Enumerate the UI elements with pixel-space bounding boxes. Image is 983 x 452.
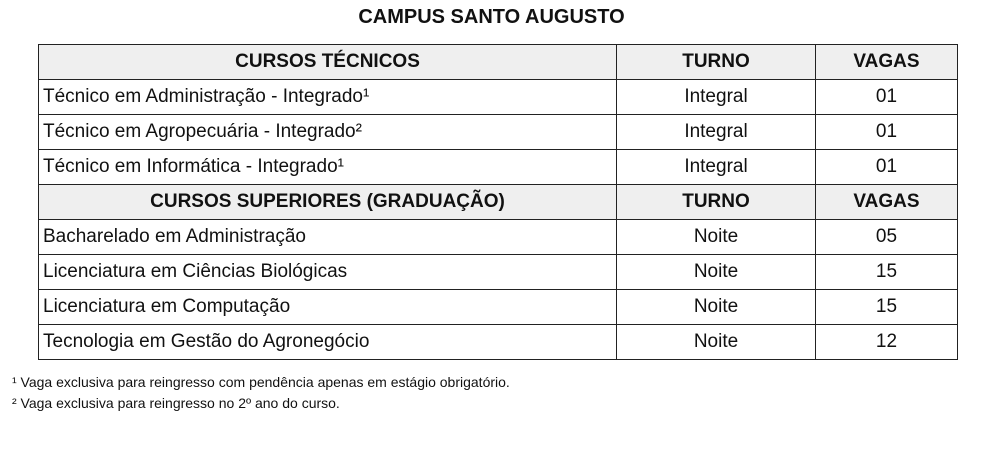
- table-row: [39, 290, 958, 325]
- vagas-header: VAGAS: [816, 45, 958, 80]
- section-header-row: [39, 185, 958, 220]
- table-row: [39, 325, 958, 360]
- footnote: ¹ Vaga exclusiva para reingresso com pendência apenas em estágio obrigatório.: [12, 374, 510, 390]
- vagas-cell: 01: [816, 80, 958, 115]
- vagas-cell: 01: [816, 150, 958, 185]
- turno-cell: Integral: [617, 150, 816, 185]
- table-row: [39, 150, 958, 185]
- turno-header: TURNO: [617, 185, 816, 220]
- table-row: [39, 80, 958, 115]
- course-cell: Licenciatura em Computação: [39, 290, 617, 325]
- course-cell: Tecnologia em Gestão do Agronegócio: [39, 325, 617, 360]
- course-cell: Licenciatura em Ciências Biológicas: [39, 255, 617, 290]
- turno-cell: Noite: [617, 220, 816, 255]
- turno-cell: Noite: [617, 255, 816, 290]
- turno-header: TURNO: [617, 45, 816, 80]
- footnote: ² Vaga exclusiva para reingresso no 2º ano do curso.: [12, 395, 340, 411]
- table-row: [39, 220, 958, 255]
- course-header: CURSOS SUPERIORES (GRADUAÇÃO): [39, 185, 617, 220]
- course-cell: Técnico em Administração - Integrado¹: [39, 80, 617, 115]
- course-header: CURSOS TÉCNICOS: [39, 45, 617, 80]
- page-title: CAMPUS SANTO AUGUSTO: [358, 6, 625, 28]
- course-cell: Técnico em Agropecuária - Integrado²: [39, 115, 617, 150]
- turno-cell: Integral: [617, 80, 816, 115]
- vagas-cell: 01: [816, 115, 958, 150]
- turno-cell: Noite: [617, 325, 816, 360]
- section-header-row: [39, 45, 958, 80]
- turno-cell: Noite: [617, 290, 816, 325]
- course-cell: Técnico em Informática - Integrado¹: [39, 150, 617, 185]
- table-row: [39, 255, 958, 290]
- course-cell: Bacharelado em Administração: [39, 220, 617, 255]
- table-row: [39, 115, 958, 150]
- courses-table: [38, 44, 958, 360]
- footnotes: [12, 372, 510, 414]
- vagas-cell: 15: [816, 255, 958, 290]
- vagas-cell: 15: [816, 290, 958, 325]
- vagas-cell: 05: [816, 220, 958, 255]
- vagas-header: VAGAS: [816, 185, 958, 220]
- turno-cell: Integral: [617, 115, 816, 150]
- vagas-cell: 12: [816, 325, 958, 360]
